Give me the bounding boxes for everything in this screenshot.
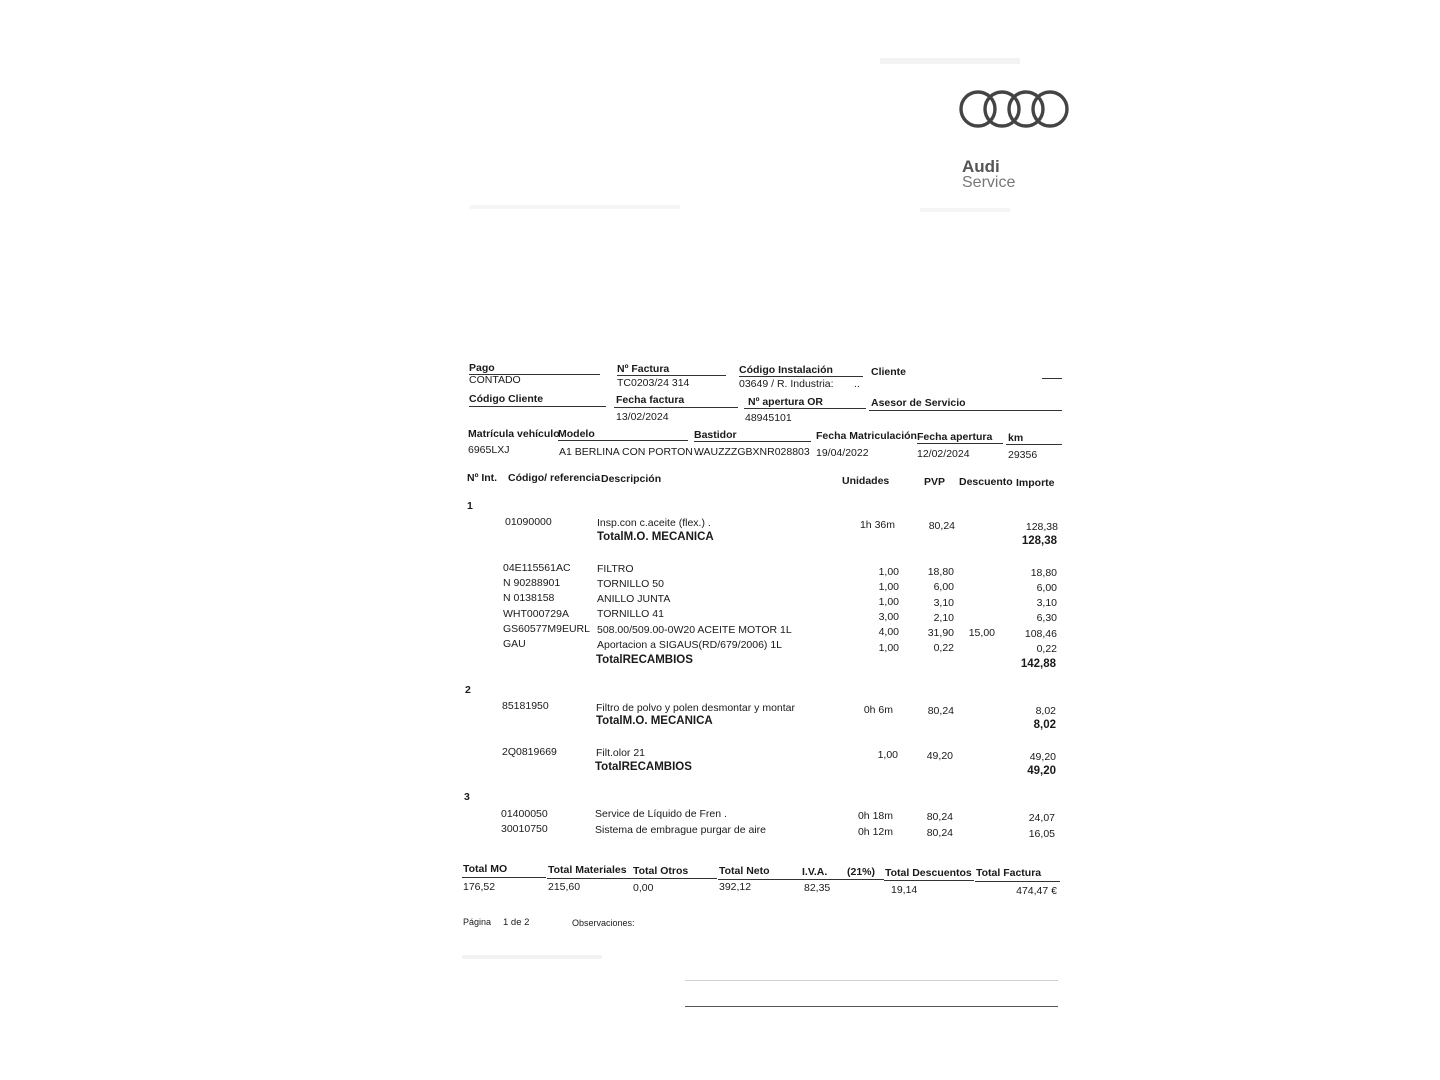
subtotal-label: TotalM.O. MECANICA	[597, 531, 714, 543]
divider	[917, 443, 1003, 444]
scan-artifact	[470, 205, 680, 209]
line-importe: 24,07	[1028, 812, 1055, 824]
group-number: 1	[467, 500, 473, 512]
line-importe: 6,00	[1036, 582, 1057, 594]
totals-divider	[975, 881, 1060, 882]
line-descripcion: TORNILLO 50	[597, 578, 664, 590]
iva-value: 82,35	[804, 882, 831, 894]
line-codigo: 2Q0819669	[502, 746, 557, 758]
col-unidades: Unidades	[842, 475, 890, 487]
line-pvp: 80,24	[926, 827, 953, 839]
line-codigo: N 90288901	[503, 577, 561, 589]
total-descuentos-label: Total Descuentos	[885, 867, 972, 879]
line-pvp: 18,80	[927, 566, 954, 578]
divider	[694, 441, 811, 442]
line-unidades: 1,00	[878, 566, 899, 578]
line-descripcion: TORNILLO 41	[597, 608, 664, 620]
totals-divider	[718, 879, 802, 880]
line-descripcion: Aportacion a SIGAUS(RD/679/2006) 1L	[597, 639, 783, 651]
col-importe: Importe	[1016, 477, 1055, 489]
line-descripcion: 508.00/509.00-0W20 ACEITE MOTOR 1L	[597, 624, 792, 636]
audi-rings-icon	[958, 88, 1070, 130]
line-unidades: 0h 12m	[857, 826, 893, 838]
col-pvp: PVP	[924, 476, 946, 488]
line-unidades: 0h 6m	[863, 704, 893, 716]
line-codigo: GAU	[503, 638, 526, 650]
brand-name: Audi	[962, 157, 1000, 176]
line-descripcion: Filtro de polvo y polen desmontar y montar	[596, 702, 796, 714]
line-importe: 16,05	[1028, 828, 1055, 840]
line-unidades: 1,00	[877, 749, 898, 761]
line-importe: 3,10	[1036, 597, 1057, 609]
line-importe: 6,30	[1036, 612, 1057, 624]
col-codigo: Código/ referencia	[508, 472, 601, 484]
line-codigo: N 0138158	[503, 592, 555, 604]
line-pvp: 80,24	[928, 520, 955, 532]
total-otros-value: 0,00	[633, 882, 654, 894]
line-pvp: 3,10	[933, 597, 954, 609]
divider	[744, 408, 866, 409]
total-descuentos-value: 19,14	[891, 884, 918, 896]
fecha-apertura-value: 12/02/2024	[917, 448, 970, 460]
subtotal-value: 128,38	[1021, 535, 1057, 547]
totals-divider	[462, 877, 546, 878]
line-codigo: 04E115561AC	[503, 562, 571, 574]
line-pvp: 6,00	[933, 581, 954, 593]
line-pvp: 80,24	[927, 705, 954, 717]
cliente-label: Cliente	[871, 366, 907, 378]
totals-divider	[802, 879, 884, 880]
subtotal-label: TotalRECAMBIOS	[595, 761, 692, 773]
line-descripcion: Filt.olor 21	[596, 747, 646, 759]
total-materiales-label: Total Materiales	[548, 864, 627, 876]
divider	[1042, 378, 1062, 379]
line-descuento: 15,00	[968, 627, 995, 639]
line-unidades: 4,00	[878, 626, 899, 638]
line-descripcion: ANILLO JUNTA	[597, 593, 671, 605]
fecha-factura-label: Fecha factura	[616, 394, 685, 406]
line-pvp: 49,20	[926, 750, 953, 762]
divider	[614, 407, 738, 408]
line-descripcion: Sistema de embrague purgar de aire	[595, 824, 767, 836]
line-pvp: 80,24	[926, 811, 953, 823]
iva-label: I.V.A.	[802, 866, 828, 878]
codigo-cliente-label: Código Cliente	[469, 393, 544, 405]
total-factura-label: Total Factura	[976, 867, 1042, 879]
total-materiales-value: 215,60	[548, 881, 581, 893]
divider	[869, 410, 1062, 411]
fecha-matriculacion-value: 19/04/2022	[816, 447, 869, 459]
line-importe: 128,38	[1025, 521, 1058, 533]
line-codigo: GS60577M9EURL	[503, 623, 590, 635]
scan-artifact	[462, 955, 602, 959]
modelo-label: Modelo	[558, 428, 595, 440]
km-label: km	[1008, 432, 1024, 444]
totals-divider	[884, 880, 974, 881]
asesor-label: Asesor de Servicio	[871, 397, 966, 409]
observaciones-label: Observaciones:	[572, 918, 635, 928]
line-importe: 18,80	[1030, 567, 1057, 579]
divider	[469, 406, 606, 407]
subtotal-value: 49,20	[1027, 765, 1056, 777]
line-unidades: 0h 18m	[857, 810, 893, 822]
factura-value: TC0203/24 314	[617, 377, 690, 389]
line-importe: 0,22	[1036, 643, 1057, 655]
col-num: Nº Int.	[467, 472, 498, 484]
total-mo-label: Total MO	[463, 863, 508, 875]
line-importe: 49,20	[1029, 751, 1056, 763]
modelo-value: A1 BERLINA CON PORTON ..	[559, 446, 702, 458]
pagina-value: 1 de 2	[503, 917, 530, 928]
matricula-value: 6965LXJ	[468, 444, 510, 456]
scan-artifact	[880, 58, 1020, 64]
divider	[1006, 444, 1062, 445]
line-descripcion: Insp.con c.aceite (flex.) .	[597, 517, 711, 529]
col-descripcion: Descripción	[601, 473, 662, 485]
divider	[558, 440, 688, 441]
signature-line	[685, 980, 1058, 981]
factura-label: Nº Factura	[617, 363, 670, 375]
pago-value: CONTADO	[469, 374, 521, 386]
line-pvp: 0,22	[933, 642, 954, 654]
fecha-matriculacion-label: Fecha Matriculación	[816, 430, 917, 442]
brand-subtitle: Service	[962, 174, 1016, 191]
divider	[617, 375, 726, 376]
pagina-label: Página	[463, 917, 492, 927]
line-unidades: 1,00	[878, 581, 899, 593]
line-importe: 108,46	[1024, 628, 1057, 640]
signature-line	[685, 1006, 1058, 1007]
instalacion-label: Código Instalación	[739, 364, 833, 376]
totals-divider	[632, 878, 717, 879]
pago-label: Pago	[469, 362, 495, 374]
subtotal-value: 142,88	[1020, 658, 1056, 670]
subtotal-label: TotalM.O. MECANICA	[596, 715, 713, 727]
apertura-or-value: 48945101	[745, 412, 792, 424]
total-otros-label: Total Otros	[633, 865, 689, 877]
km-value: 29356	[1008, 449, 1038, 461]
instalacion-value: 03649 / R. Industria:	[739, 378, 834, 390]
audi-logo	[958, 88, 1070, 135]
total-factura-value: 474,47 €	[1016, 885, 1057, 897]
line-codigo: 01400050	[501, 808, 548, 820]
total-mo-value: 176,52	[463, 881, 496, 893]
line-codigo: 85181950	[502, 700, 549, 712]
divider	[739, 376, 863, 377]
instalacion-extra: ..	[854, 378, 860, 390]
subtotal-value: 8,02	[1033, 719, 1056, 731]
total-neto-value: 392,12	[719, 881, 752, 893]
line-unidades: 1,00	[878, 596, 899, 608]
total-neto-label: Total Neto	[719, 865, 770, 877]
line-codigo: 30010750	[501, 823, 548, 835]
line-pvp: 2,10	[933, 612, 954, 624]
scan-artifact	[920, 208, 1010, 212]
line-descripcion: Service de Líquido de Fren .	[595, 808, 727, 820]
line-pvp: 31,90	[927, 627, 954, 639]
line-unidades: 1,00	[878, 642, 899, 654]
line-importe: 8,02	[1035, 705, 1056, 717]
apertura-or-label: Nº apertura OR	[748, 396, 824, 408]
totals-divider	[547, 878, 632, 879]
matricula-label: Matrícula vehículo	[468, 428, 560, 440]
line-codigo: WHT000729A	[503, 608, 569, 620]
line-descripcion: FILTRO	[597, 563, 634, 575]
line-codigo: 01090000	[505, 516, 552, 528]
bastidor-value: WAUZZZGBXNR028803	[694, 446, 810, 458]
fecha-factura-value: 13/02/2024	[616, 411, 669, 423]
line-unidades: 3,00	[878, 611, 899, 623]
group-number: 2	[465, 684, 471, 696]
group-number: 3	[464, 791, 470, 803]
subtotal-label: TotalRECAMBIOS	[596, 654, 693, 666]
bastidor-label: Bastidor	[694, 429, 737, 441]
fecha-apertura-label: Fecha apertura	[917, 431, 993, 443]
iva-pct-label: (21%)	[847, 866, 876, 878]
col-descuento: Descuento	[959, 476, 1013, 488]
line-unidades: 1h 36m	[859, 519, 895, 531]
